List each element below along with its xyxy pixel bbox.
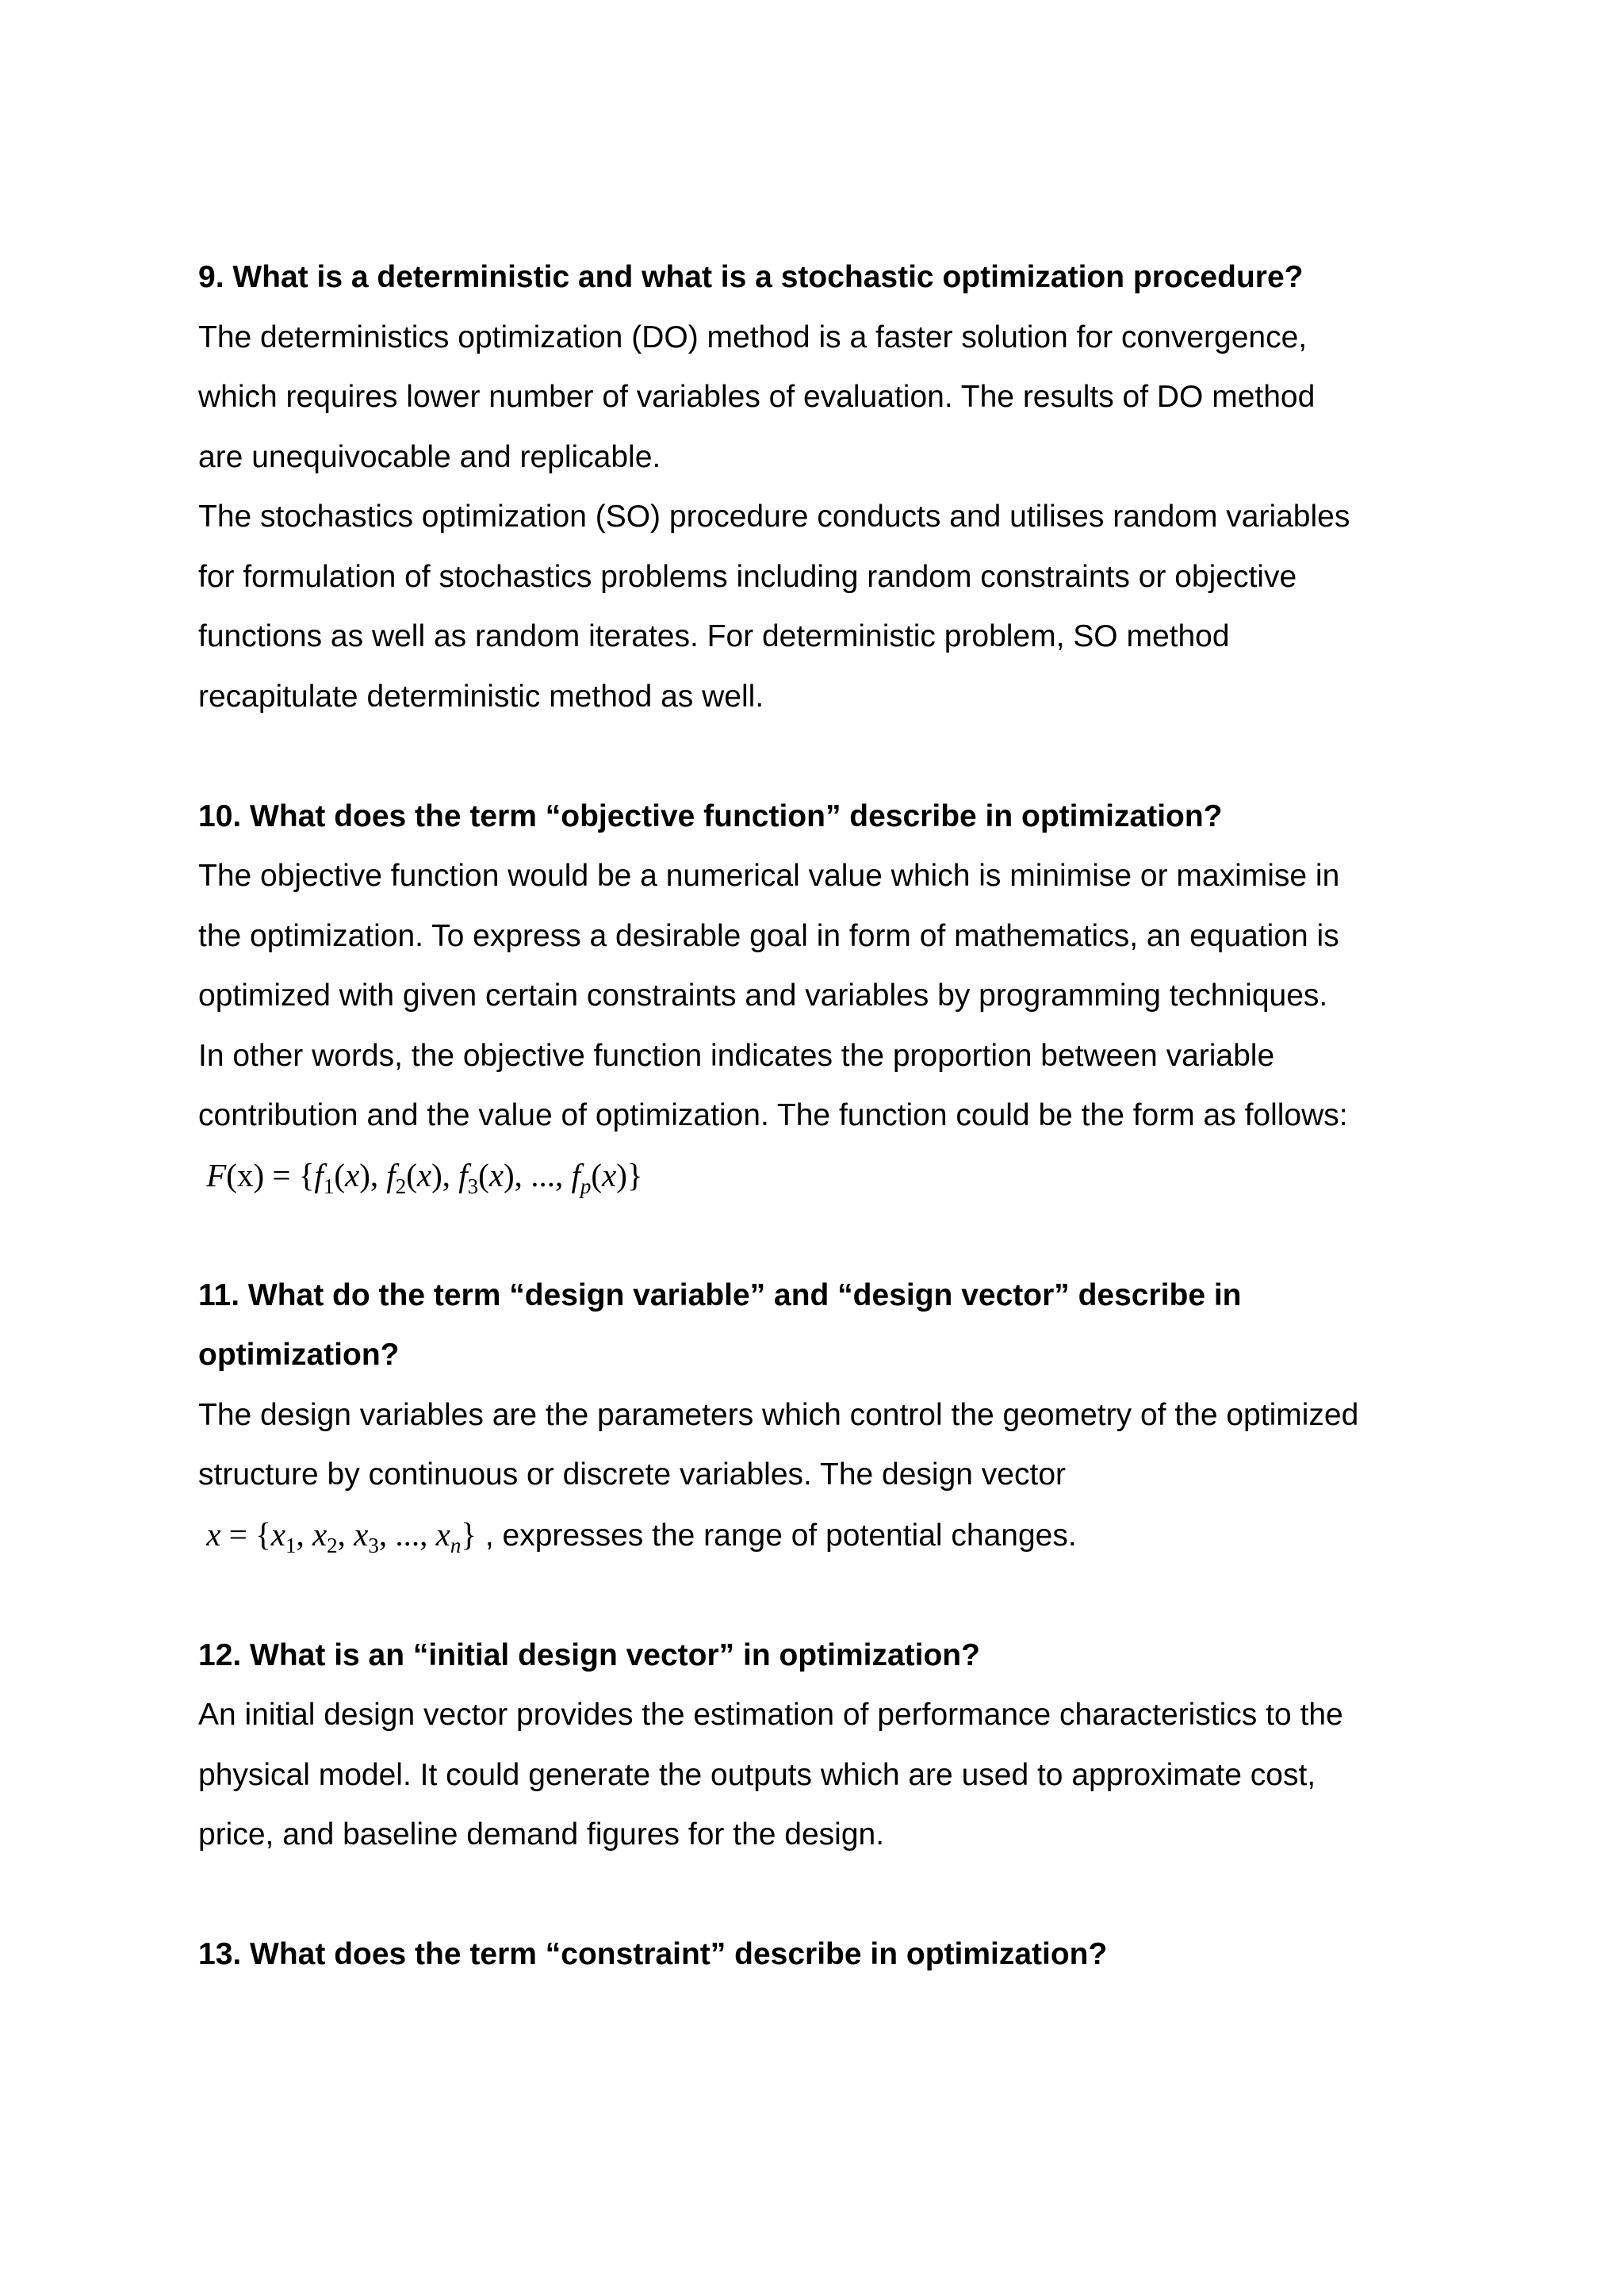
document-content xyxy=(198,247,1451,1985)
answer-9-line: The stochastics optimization (SO) procedure conducts and utilises random variables xyxy=(198,500,1350,534)
answer-11-line: The design variables are the parameters which control the geometry of the optimized xyxy=(198,1397,1359,1432)
answer-10-line: optimized with given certain constraints and variables by programming techniques. xyxy=(198,978,1328,1013)
objective-function-formula: $F(x) = \{f_1(x)$, $f_2(x)$, $f_3(x)$, ..., $f_p(x)$} xyxy=(206,1156,643,1198)
answer-9-line: are unequivocable and replicable. xyxy=(198,439,661,474)
section-gap xyxy=(198,1865,1451,1925)
answer-10-line: the optimization. To express a desirable goal in form of mathematics, an equation is xyxy=(198,918,1339,953)
question-10-heading: 10. What does the term “objective function” describe in optimization? xyxy=(198,798,1223,833)
design-vector-formula: $x = \{x_1$, $x_2$, $x_3$, ..., $x_n$} , expresses the range of potential changes. xyxy=(206,1515,1077,1557)
section-gap xyxy=(198,726,1451,787)
answer-9-line: which requires lower number of variables of evaluation. The results of DO method xyxy=(198,380,1316,414)
answer-12-line: price, and baseline demand figures for the design. xyxy=(198,1817,885,1852)
answer-12-line: physical model. It could generate the outputs which are used to approximate cost, xyxy=(198,1757,1316,1792)
question-11-heading: 11. What do the term “design variable” and “design vector” describe in xyxy=(198,1277,1242,1312)
section-gap xyxy=(198,1565,1451,1626)
answer-9-line: recapitulate deterministic method as well. xyxy=(198,679,764,714)
answer-10-line: The objective function would be a numerical value which is minimise or maximise in xyxy=(198,859,1340,893)
section-gap xyxy=(198,1205,1451,1266)
answer-9-line: functions as well as random iterates. For deterministic problem, SO method xyxy=(198,619,1230,653)
question-12-heading: 12. What is an “initial design vector” in optimization? xyxy=(198,1637,980,1672)
answer-10-line: contribution and the value of optimization. The function could be the form as follows: xyxy=(198,1098,1348,1132)
answer-9-line: The deterministics optimization (DO) method is a faster solution for convergence, xyxy=(198,320,1308,354)
question-9-heading: 9. What is a deterministic and what is a stochastic optimization procedure? xyxy=(198,260,1304,294)
question-11-heading: optimization? xyxy=(198,1338,400,1372)
question-13-heading: 13. What does the term “constraint” describe in optimization? xyxy=(198,1937,1108,1971)
answer-9-line: for formulation of stochastics problems including random constraints or objective xyxy=(198,559,1297,594)
answer-10-line: In other words, the objective function indicates the proportion between variable xyxy=(198,1038,1275,1073)
answer-12-line: An initial design vector provides the estimation of performance characteristics to the xyxy=(198,1698,1343,1732)
answer-11-line: structure by continuous or discrete variables. The design vector xyxy=(198,1457,1066,1492)
